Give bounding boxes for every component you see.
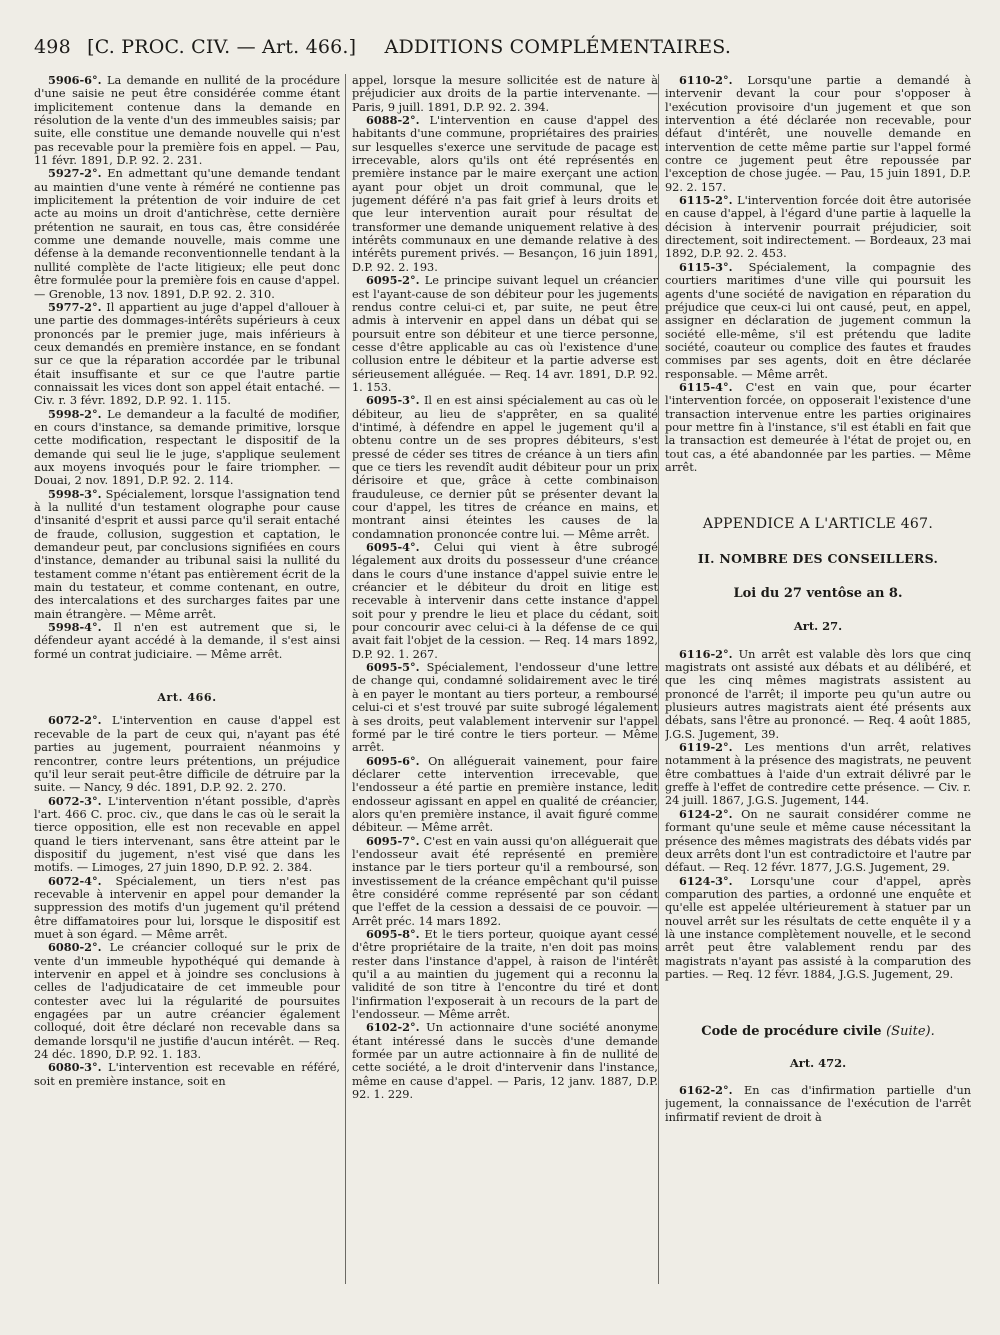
paragraph (34, 167, 340, 300)
paragraph (352, 541, 658, 661)
paragraph-text: Spécialement, un tiers n'est pas recevable à intervenir en appel pour demander la suppression des motifs d'un jugement qu'il prétend être diffamatoires pour lui, lorsque le dispositif est muet à son égard. — Même arrêt. (34, 874, 340, 941)
paragraph-text: Lorsqu'une partie a demandé à intervenir devant la cour pour s'opposer à l'exécution provisoire d'un jugement et que son intervention a été déclarée non recevable, pour défaut d'intérêt, une nouvelle demande en intervention de cette même partie sur l'appel formé contre ce jugement peut être repoussée par l'exception de chose jugée. — Pau, 15 juin 1891, D.P. 92. 2. 157. (665, 74, 971, 194)
paragraph-number: 5998-3°. (48, 486, 102, 501)
paragraph (352, 1021, 658, 1101)
paragraph-number: 6110-2°. (679, 74, 733, 87)
paragraph (34, 408, 340, 488)
paragraph-text: L'intervention est recevable en référé, soit en première instance, soit en (34, 1061, 340, 1088)
paragraph-text: Un arrêt est valable dès lors que cinq magistrats ont assisté aux débats et au délibéré, et que les cinq mêmes magistrats assistent au prononcé de l'arrêt; il importe peu qu'un autre ou plusieurs autres magistrats aient été présents aux débats, sans l'être au prononcé. — Req. 4 août 1885, J.G.S. Jugement, 39. (665, 647, 971, 741)
text-column-left (34, 74, 340, 1324)
running-title: ADDITIONS COMPLÉMENTAIRES. (384, 36, 732, 58)
paragraph-text: Spécialement, l'endosseur d'une lettre de change qui, condamné solidairement avec le tiré à en payer le montant au tiers porteur, a remboursé celui-ci et s'est trouvé par suite subrogé légalement à ses droits, peut valablement intervenir sur l'appel formé par le tiré contre le tiers porteur. — Même arrêt. (352, 661, 658, 755)
paragraph-text: Celui qui vient à être subrogé légalement aux droits du possesseur d'une créance dans le cours d'une instance d'appel suivie entre le créancier et le débiteur du droit en litige est recevable à intervenir dans cette instance d'appel soit pour y prendre le lieu et place du cédant, soit pour concourir avec celui-ci à la défense de ce qui avait fait l'objet de la cession. — Req. 14 mars 1892, D.P. 92. 1. 267. (352, 541, 658, 661)
paragraph-number: 5998-2°. (48, 406, 102, 421)
paragraph-text: Il en est ainsi spécialement au cas où le débiteur, au lieu de s'apprêter, en sa qualité d'intimé, à défendre en appel le jugement qu'il a obtenu contre un de ses propres débiteurs, s'est pressé de céder ses titres de créance à un tiers afin que ce tiers les revendît audit débiteur pour un prix dérisoire et que, grâce à cette combinaison frauduleuse, ce dernier pût se présenter devant la cour d'appel, les titres de créance en mains, et montrant ainsi éteintes les causes de la condamnation prononcée contre lui. — Même arrêt. (352, 394, 658, 541)
page-number: 498 (34, 36, 71, 58)
paragraph-number: 6095-5°. (366, 660, 420, 675)
paragraph-number: 5927-2°. (48, 166, 102, 181)
paragraph-text: Le créancier colloqué sur le prix de vente d'un immeuble hypothéqué qui demande à intervenir en appel et à joindre ses conclusions à celles de l'adjudicataire de cet immeuble pour contester avec lui la régularité de poursuites engagées par un autre créancier également colloqué, doit être déclaré non recevable dans sa demande lorsqu'il ne justifie d'aucun intérêt. — Req. 24 déc. 1890, D.P. 92. 1. 183. (34, 941, 340, 1062)
paragraph (352, 274, 658, 394)
paragraph (665, 875, 971, 982)
paragraph-number: 6072-3°. (48, 793, 102, 808)
paragraph-number: 6124-3°. (679, 873, 733, 888)
paragraph-text: Spécialement, lorsque l'assignation tend à la nullité d'un testament olographe pour cause d'insanité d'esprit et aussi parce qu'il serait entaché de fraude, collusion, suggestion et captation, le demandeur peut, par conclusions signifiées en cours d'instance, demander au tribunal saisi la nullité du testament comme n'étant pas entièrement écrit de la main du testateur, et comme contenant, en outre, des intercalations et des surcharges faites par une main étrangère. — Même arrêt. (34, 487, 340, 621)
paragraph (352, 755, 658, 835)
paragraph-number: 6095-7°. (366, 833, 420, 848)
article-heading: Art. 27. (793, 619, 843, 634)
paragraph (352, 394, 658, 541)
paragraph-number: 6119-2°. (679, 740, 733, 755)
paragraph (34, 621, 340, 661)
code-title (665, 1025, 971, 1038)
paragraph (352, 114, 658, 274)
paragraph-number: 6124-2°. (679, 806, 733, 821)
appendix-title: APPENDICE A L'ARTICLE 467. (702, 516, 934, 533)
paragraph-text: Et le tiers porteur, quoique ayant cessé d'être propriétaire de la traite, n'en doit pas moins rester dans l'instance d'appel, à raison de l'intérêt qu'il a au maintien du jugement qui a reconnu la validité de son titre à l'encontre du tiré et dont l'infirmation l'exposerait à un recours de la part de l'endosseur. — Même arrêt. (352, 928, 658, 1022)
paragraph (665, 808, 971, 875)
paragraph (352, 74, 658, 114)
paragraph-text: L'intervention en cause d'appel des habitants d'une commune, propriétaires des prairies sur lesquelles s'exerce une servitude de pacage est irrecevable, alors qu'ils ont été représentés en première instance par le maire exerçant une action ayant pour objet un droit communal, que le jugement déféré n'a pas fait grief à leurs droits et que leur intervention aurait pour résultat de transformer une demande uniquement relative à des intérêts communaux en une demande relative à des intérêts purement privés. — Besançon, 16 juin 1891, D.P. 92. 2. 193. (352, 114, 658, 274)
paragraph-number: 6080-2°. (48, 940, 102, 955)
paragraph (665, 74, 971, 194)
paragraph (665, 261, 971, 381)
text-column-middle (352, 74, 658, 1324)
paragraph-number: 6072-4°. (48, 873, 102, 888)
paragraph-text: C'est en vain que, pour écarter l'intervention forcée, on opposerait l'existence d'une transaction intervenue entre les parties originaires pour mettre fin à l'instance, s'il est établi en fait que la transaction est demeurée à l'état de projet ou, en tout cas, a été abandonnée par les parties. — Même arrêt. (665, 380, 971, 474)
paragraph-number: 6095-2°. (366, 273, 420, 288)
page-header (34, 36, 974, 58)
paragraph-number: 6115-4°. (679, 379, 733, 394)
paragraph (352, 928, 658, 1021)
paragraph-number: 6116-2°. (679, 646, 733, 661)
paragraph (34, 714, 340, 794)
paragraph (34, 795, 340, 875)
paragraph-text: En cas d'infirmation partielle d'un jugement, la connaissance de l'exécution de l'arrêt infirmatif revient de droit à (665, 1083, 971, 1124)
code-title-suite: (Suite). (886, 1024, 935, 1040)
paragraph-text: appel, lorsque la mesure sollicitée est de nature à préjudicier aux droits de la partie intervenante. — Paris, 9 juill. 1891, D.P. 92. 2. 394. (352, 74, 658, 114)
paragraph-text: Le demandeur a la faculté de modifier, en cours d'instance, sa demande primitive, lorsque cette modification, respectant le dispositif de la demande qui seul lie le juge, s'applique seulement aux moyens invoqués pour le faire triompher. — Douai, 2 nov. 1891, D.P. 92. 2. 114. (34, 407, 340, 488)
text-column-right (665, 74, 971, 1324)
paragraph-text: L'intervention en cause d'appel est recevable de la part de ceux qui, n'ayant pas été parties au jugement, pourraient néanmoins y rencontrer, contre leurs prétentions, un préjudice qu'il leur serait peut-être difficile de détruire par la suite. — Nancy, 9 déc. 1891, D.P. 92. 2. 270. (34, 714, 340, 795)
paragraph (352, 661, 658, 754)
paragraph-number: 6095-4°. (366, 540, 420, 555)
column-divider (345, 74, 346, 1284)
paragraph-number: 6095-6°. (366, 753, 420, 768)
paragraph-number: 5906-6°. (48, 74, 102, 87)
paragraph (665, 194, 971, 261)
paragraph-text: C'est en vain aussi qu'on alléguerait que l'endosseur avait été représenté en première instance par le tiers porteur qu'il a remboursé, son investissement de la créance empêchant qu'il puisse être considéré comme représenté par son cédant que l'effet de la cession a dessaisi de ce pouvoir. — Arrêt préc. 14 mars 1892. (352, 834, 658, 928)
paragraph (34, 875, 340, 942)
paragraph-number: 6162-2°. (679, 1082, 733, 1097)
paragraph-number: 5977-2°. (48, 299, 102, 314)
section-title: II. NOMBRE DES CONSEILLERS. (697, 550, 939, 566)
paragraph-text: On ne saurait considérer comme ne formant qu'une seule et même cause nécessitant la présence des mêmes magistrats des débats vidés par deux arrêts dont l'un est contradictoire et l'autre par défaut. — Req. 12 févr. 1877, J.G.S. Jugement, 29. (665, 807, 971, 875)
paragraph (665, 1084, 971, 1124)
paragraph (34, 74, 340, 167)
paragraph-number: 5998-4°. (48, 620, 102, 635)
law-title: Loi du 27 ventôse an 8. (733, 586, 903, 601)
paragraph-number: 6095-8°. (366, 927, 420, 941)
article-reference: [C. PROC. CIV. — Art. 466.] (87, 36, 357, 58)
column-divider (658, 74, 659, 1284)
paragraph-text: L'intervention n'étant possible, d'après l'art. 466 C. proc. civ., que dans le cas où le serait la tierce opposition, elle est non recevable en appel quand le tiers intervenant, sans être atteint par le dispositif du jugement, n'est visé que dans les motifs. — Limoges, 27 juin 1890, D.P. 92. 2. 384. (34, 794, 340, 875)
code-title-text: Code de procédure civile (701, 1024, 882, 1040)
article-heading: Art. 466. (157, 691, 217, 705)
paragraph-number: 6115-2°. (679, 193, 733, 208)
paragraph-number: 6072-2°. (48, 713, 102, 728)
paragraph-text: Spécialement, la compagnie des courtiers maritimes d'une ville qui poursuit les agents d'une société de navigation en réparation du préjudice que ceux-ci lui ont causé, peut, en appel, assigner en déclaration de jugement commun la société elle-même, s'il est prétendu que ladite société, coauteur ou complice des fautes et fraudes commises par ses agents, doit en être déclarée responsable. — Même arrêt. (665, 260, 971, 381)
article-heading: Art. 472. (789, 1055, 847, 1070)
paragraph (665, 741, 971, 808)
paragraph (665, 381, 971, 474)
paragraph (34, 1061, 340, 1088)
paragraph-number: 6115-3°. (679, 259, 733, 274)
paragraph-text: Le principe suivant lequel un créancier est l'ayant-cause de son débiteur pour les jugements rendus contre celui-ci et, par suite, ne peut être admis à intervenir en appel dans un débat qui se poursuit entre son débiteur et une tierce personne, cesse d'être applicable au cas où l'existence d'une collusion entre le débiteur et la partie adverse est sérieusement alléguée. — Req. 14 avr. 1891, D.P. 92. 1. 153. (352, 274, 658, 394)
paragraph-text: En admettant qu'une demande tendant au maintien d'une vente à réméré ne contienne pas implicitement la prétention de voir induire de cet acte au moins un droit d'antichrèse, cette dernière prétention ne saurait, en tous cas, être considérée comme une demande nouvelle, mais comme une défense à la demande reconventionnelle tendant à la nullité complète de l'acte litigieux; elle peut donc être formulée pour la première fois en cause d'appel. — Grenoble, 13 nov. 1891, D.P. 92. 2. 310. (34, 167, 340, 301)
paragraph-number: 6095-3°. (366, 393, 420, 408)
paragraph (34, 941, 340, 1061)
paragraph-number: 6088-2°. (366, 113, 420, 128)
paragraph-text: Un actionnaire d'une société anonyme étant intéressé dans le succès d'une demande formée par un autre actionnaire à fin de nullité de cette société, a le droit d'intervenir dans l'instance, même en cause d'appel. — Paris, 12 janv. 1887, D.P. 92. 1. 229. (352, 1021, 658, 1102)
paragraph-text: L'intervention forcée doit être autorisée en cause d'appel, à l'égard d'une partie à laquelle la décision à intervenir pourrait préjudicier, soit directement, soit indirectement. — Bordeaux, 23 mai 1892, D.P. 92. 2. 453. (665, 194, 971, 261)
paragraph-number: 6080-3°. (48, 1060, 102, 1075)
paragraph (352, 835, 658, 928)
paragraph-text: Lorsqu'une cour d'appel, après comparution des parties, a ordonné une enquête et qu'elle est appelée ultérieurement à statuer par un nouvel arrêt sur les résultats de cette enquête il y a là une instance complètement nouvelle, et le second arrêt peut être valablement rendu par des magistrats n'ayant pas assisté à la comparution des parties. — Req. 12 févr. 1884, J.G.S. Jugement, 29. (665, 874, 971, 981)
paragraph-number: 6102-2°. (366, 1020, 420, 1035)
paragraph (34, 488, 340, 621)
paragraph-text: On alléguerait vainement, pour faire déclarer cette intervention irrecevable, que l'endosseur a été partie en première instance, ledit endosseur agissant en appel en qualité de créancier, alors qu'en première instance, il avait figuré comme débiteur. — Même arrêt. (352, 754, 658, 835)
paragraph-text: Les mentions d'un arrêt, relatives notamment à la présence des magistrats, ne peuvent être combattues à l'aide d'un extrait délivré par le greffe à l'effet de contredire cette présence. — Civ. r. 24 juill. 1867, J.G.S. Jugement, 144. (665, 741, 971, 808)
paragraph (34, 301, 340, 408)
paragraph-text: La demande en nullité de la procédure d'une saisie ne peut être considérée comme étant implicitement contenue dans la demande en résolution de la vente d'un des immeubles saisis; par suite, elle constitue une demande nouvelle qui n'est pas recevable pour la première fois en appel. — Pau, 11 févr. 1891, D.P. 92. 2. 231. (34, 74, 340, 168)
paragraph (665, 648, 971, 741)
paragraph-text: Il appartient au juge d'appel d'allouer à une partie des dommages-intérêts supérieurs à ceux prononcés par le premier juge, mais inférieurs à ceux demandés en première instance, en se fondant sur ce que la réparation accordée par le tribunal était insuffisante et sur ce que l'autre partie connaissait les vices dont son appel était entaché. — Civ. r. 3 févr. 1892, D.P. 92. 1. 115. (34, 300, 340, 408)
paragraph-text: Il n'en est autrement que si, le défendeur ayant accédé à la demande, il s'est ainsi formé un contrat judiciaire. — Même arrêt. (34, 621, 340, 661)
